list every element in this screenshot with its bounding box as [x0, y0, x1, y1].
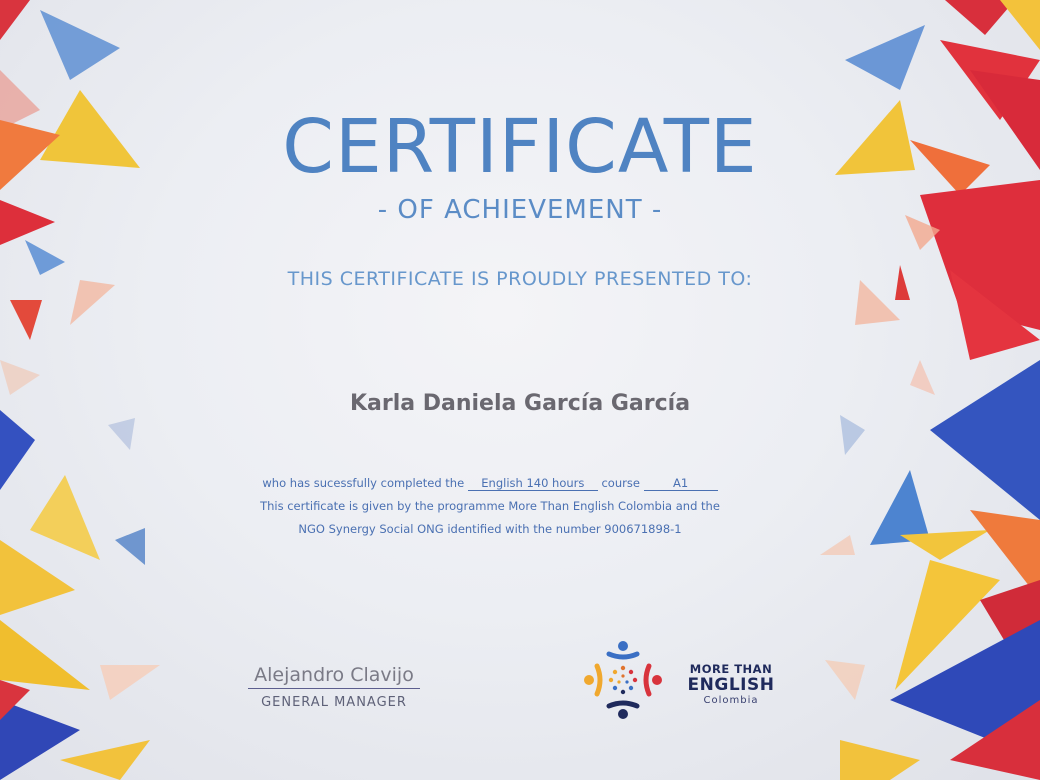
recipient-name: Karla Daniela García García — [349, 391, 691, 416]
signatory-name: Alejandro Clavijo — [248, 664, 420, 689]
presented-to-label: THIS CERTIFICATE IS PROUDLY PRESENTED TO: — [287, 268, 753, 290]
body-line-1 — [180, 472, 800, 495]
certificate-subtitle: - OF ACHIEVEMENT - — [377, 195, 663, 225]
course-level: A1 — [644, 476, 718, 491]
logo-wordmark — [676, 664, 786, 706]
body-line-2: This certificate is given by the programme More Than English Colombia and the — [260, 499, 720, 513]
course-name: English 140 hours — [468, 476, 598, 491]
signature-block — [234, 664, 434, 710]
body-line-3: NGO Synergy Social ONG identified with the number 900671898-1 — [298, 522, 682, 536]
certificate-body — [180, 472, 800, 541]
logo-line-2: ENGLISH — [687, 674, 775, 695]
logo-line-1: MORE THAN — [689, 662, 773, 676]
completed-prefix: who has sucessfully completed the — [262, 476, 465, 490]
course-word: course — [601, 476, 640, 490]
certificate-title: CERTIFICATE — [282, 104, 758, 190]
logo-line-3: Colombia — [703, 694, 759, 706]
signatory-role: GENERAL MANAGER — [261, 695, 407, 710]
